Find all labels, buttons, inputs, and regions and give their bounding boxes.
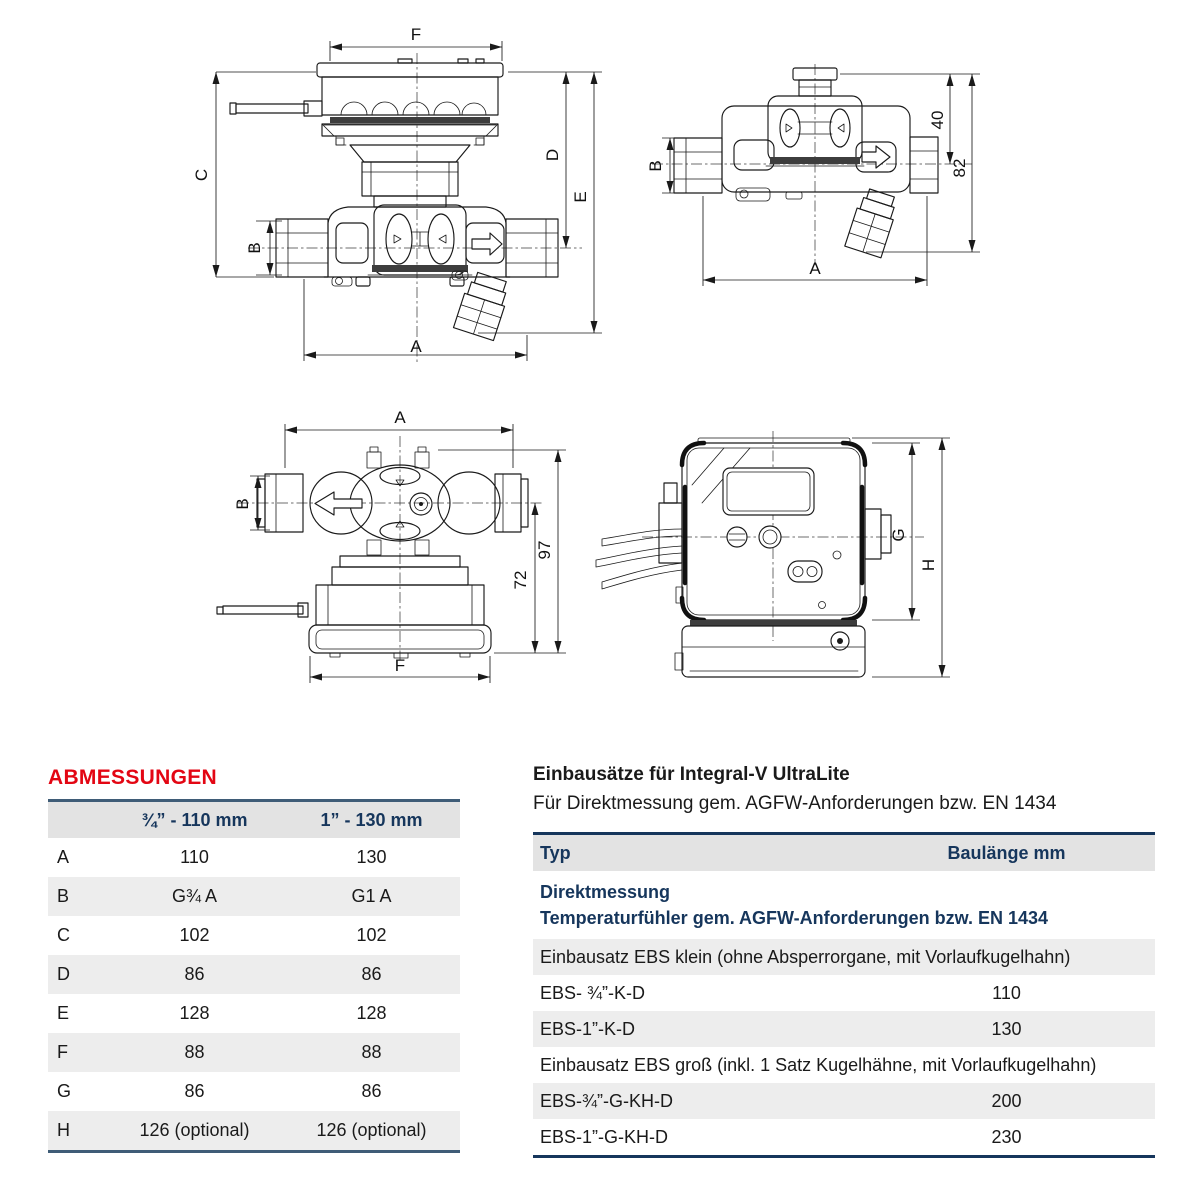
dim-label-a: A	[394, 410, 406, 427]
centerlines	[238, 436, 544, 660]
dim-value: 126 (optional)	[139, 1120, 250, 1140]
table-row	[48, 1072, 460, 1111]
drawing-end-view	[640, 60, 990, 295]
dim-value: 128	[356, 1003, 387, 1023]
table-row	[48, 955, 460, 994]
dim-value: 88	[184, 1042, 205, 1062]
kit-type: EBS- ¾”-K-D	[540, 982, 646, 1003]
table-row	[533, 1011, 1155, 1047]
section-line-2: Temperaturfühler gem. AGFW-Anforderungen bzw. EN 1434	[540, 908, 1049, 929]
cable	[602, 529, 682, 546]
kit-type: EBS-1”-K-D	[540, 1018, 636, 1039]
header-size-1: 1” - 130 mm	[283, 801, 460, 839]
table-row	[533, 975, 1155, 1011]
drawing-calculator-view	[590, 425, 960, 695]
wall-bracket	[682, 626, 865, 677]
table-row	[48, 838, 460, 877]
dim-value: 86	[361, 964, 382, 984]
flow-arrow-icon	[472, 233, 502, 255]
kit-length: 200	[991, 1090, 1022, 1111]
dim-value: G¾ A	[171, 886, 218, 906]
dim-label-72: 72	[511, 570, 530, 590]
kits-title: Einbausätze für Integral-V UltraLite	[533, 764, 850, 785]
kits-section	[533, 764, 1155, 1158]
dim-value: 88	[361, 1042, 382, 1062]
centerlines	[652, 64, 972, 265]
dim-label-b: B	[245, 242, 264, 254]
section-line-1: Direktmessung	[540, 882, 671, 902]
strainer	[453, 271, 511, 341]
dim-value: 128	[179, 1003, 210, 1023]
lcd-display	[723, 468, 814, 515]
dim-label-b: B	[233, 498, 252, 510]
dim-label: C	[57, 925, 70, 945]
dim-label-f: F	[410, 25, 422, 44]
calculator-housing	[596, 438, 891, 677]
dim-value: 102	[179, 925, 210, 945]
flow-arrow-icon	[862, 146, 890, 168]
dim-value: 86	[184, 1081, 205, 1101]
dim-value: 102	[356, 925, 387, 945]
dim-label-g: G	[889, 528, 908, 542]
dim-label-97: 97	[535, 540, 554, 560]
table-header-row	[533, 834, 1155, 872]
table-row	[48, 994, 460, 1033]
table-row	[48, 877, 460, 916]
flow-arrow-icon	[315, 492, 362, 515]
table-header-row	[48, 801, 460, 839]
drawing-top-view	[210, 410, 570, 685]
dim-value: 86	[184, 964, 205, 984]
dimensions-section	[48, 766, 460, 1153]
header-empty	[48, 801, 106, 839]
dim-label-a: A	[410, 337, 422, 356]
dim-label-a: A	[809, 259, 821, 278]
kits-table	[533, 832, 1155, 1158]
cable	[602, 563, 682, 589]
dim-label-e: E	[571, 191, 590, 203]
dim-label: E	[57, 1003, 70, 1023]
meter-body-top	[217, 447, 528, 658]
kit-type: EBS-¾”-G-KH-D	[540, 1090, 674, 1111]
strainer	[845, 187, 900, 258]
dim-value: 130	[356, 847, 387, 867]
dim-value: 126 (optional)	[316, 1120, 427, 1140]
group-label: Einbausatz EBS klein (ohne Absperrorgane, mit Vorlaufkugelhahn)	[540, 946, 1071, 967]
dim-label-b: B	[646, 160, 665, 172]
table-row	[533, 1083, 1155, 1119]
dim-label: F	[57, 1042, 68, 1062]
seal-screw	[727, 527, 747, 547]
dim-value: 86	[361, 1081, 382, 1101]
dim-label: G	[57, 1081, 72, 1101]
table-row	[48, 916, 460, 955]
meter-body-end	[674, 68, 938, 258]
table-row	[48, 1111, 460, 1152]
kit-length: 230	[991, 1126, 1022, 1147]
dim-label: B	[57, 886, 70, 906]
dim-label-82: 82	[950, 158, 969, 178]
kit-length: 110	[992, 982, 1021, 1003]
table-row	[48, 1033, 460, 1072]
dim-label-d: D	[543, 148, 562, 162]
header-baulaenge: Baulänge mm	[858, 834, 1155, 872]
section-text	[533, 871, 1155, 939]
dimensions-title: ABMESSUNGEN	[48, 766, 217, 789]
group-row	[533, 939, 1155, 975]
header-typ: Typ	[533, 834, 858, 872]
meter-body-side	[230, 59, 558, 341]
group-row	[533, 1047, 1155, 1083]
dimension-lines	[233, 410, 566, 683]
drawing-side-view	[110, 25, 610, 370]
dimensions-table	[48, 799, 460, 1153]
dim-value: G1 A	[351, 886, 392, 906]
dim-label: H	[57, 1120, 70, 1140]
dim-label-f: F	[394, 656, 406, 675]
kit-type: EBS-1”-G-KH-D	[540, 1126, 669, 1147]
centerlines	[248, 53, 582, 363]
dimension-lines	[852, 438, 950, 677]
section-row	[533, 871, 1155, 939]
dim-label-40: 40	[928, 110, 947, 130]
dim-value: 110	[180, 847, 209, 867]
group-label: Einbausatz EBS groß (inkl. 1 Satz Kugelhähne, mit Vorlaufkugelhahn)	[540, 1054, 1097, 1075]
button	[759, 526, 781, 548]
dim-label: D	[57, 964, 70, 984]
cable	[596, 546, 682, 567]
dim-label: A	[57, 847, 70, 867]
kits-subtitle: Für Direktmessung gem. AGFW-Anforderungen bzw. EN 1434	[533, 793, 1057, 814]
kit-length: 130	[991, 1018, 1022, 1039]
dimension-lines	[192, 25, 602, 361]
table-row	[533, 1119, 1155, 1157]
header-size-34: ¾” - 110 mm	[106, 801, 283, 839]
dim-label-h: H	[919, 558, 938, 572]
dim-label-c: C	[192, 168, 211, 182]
